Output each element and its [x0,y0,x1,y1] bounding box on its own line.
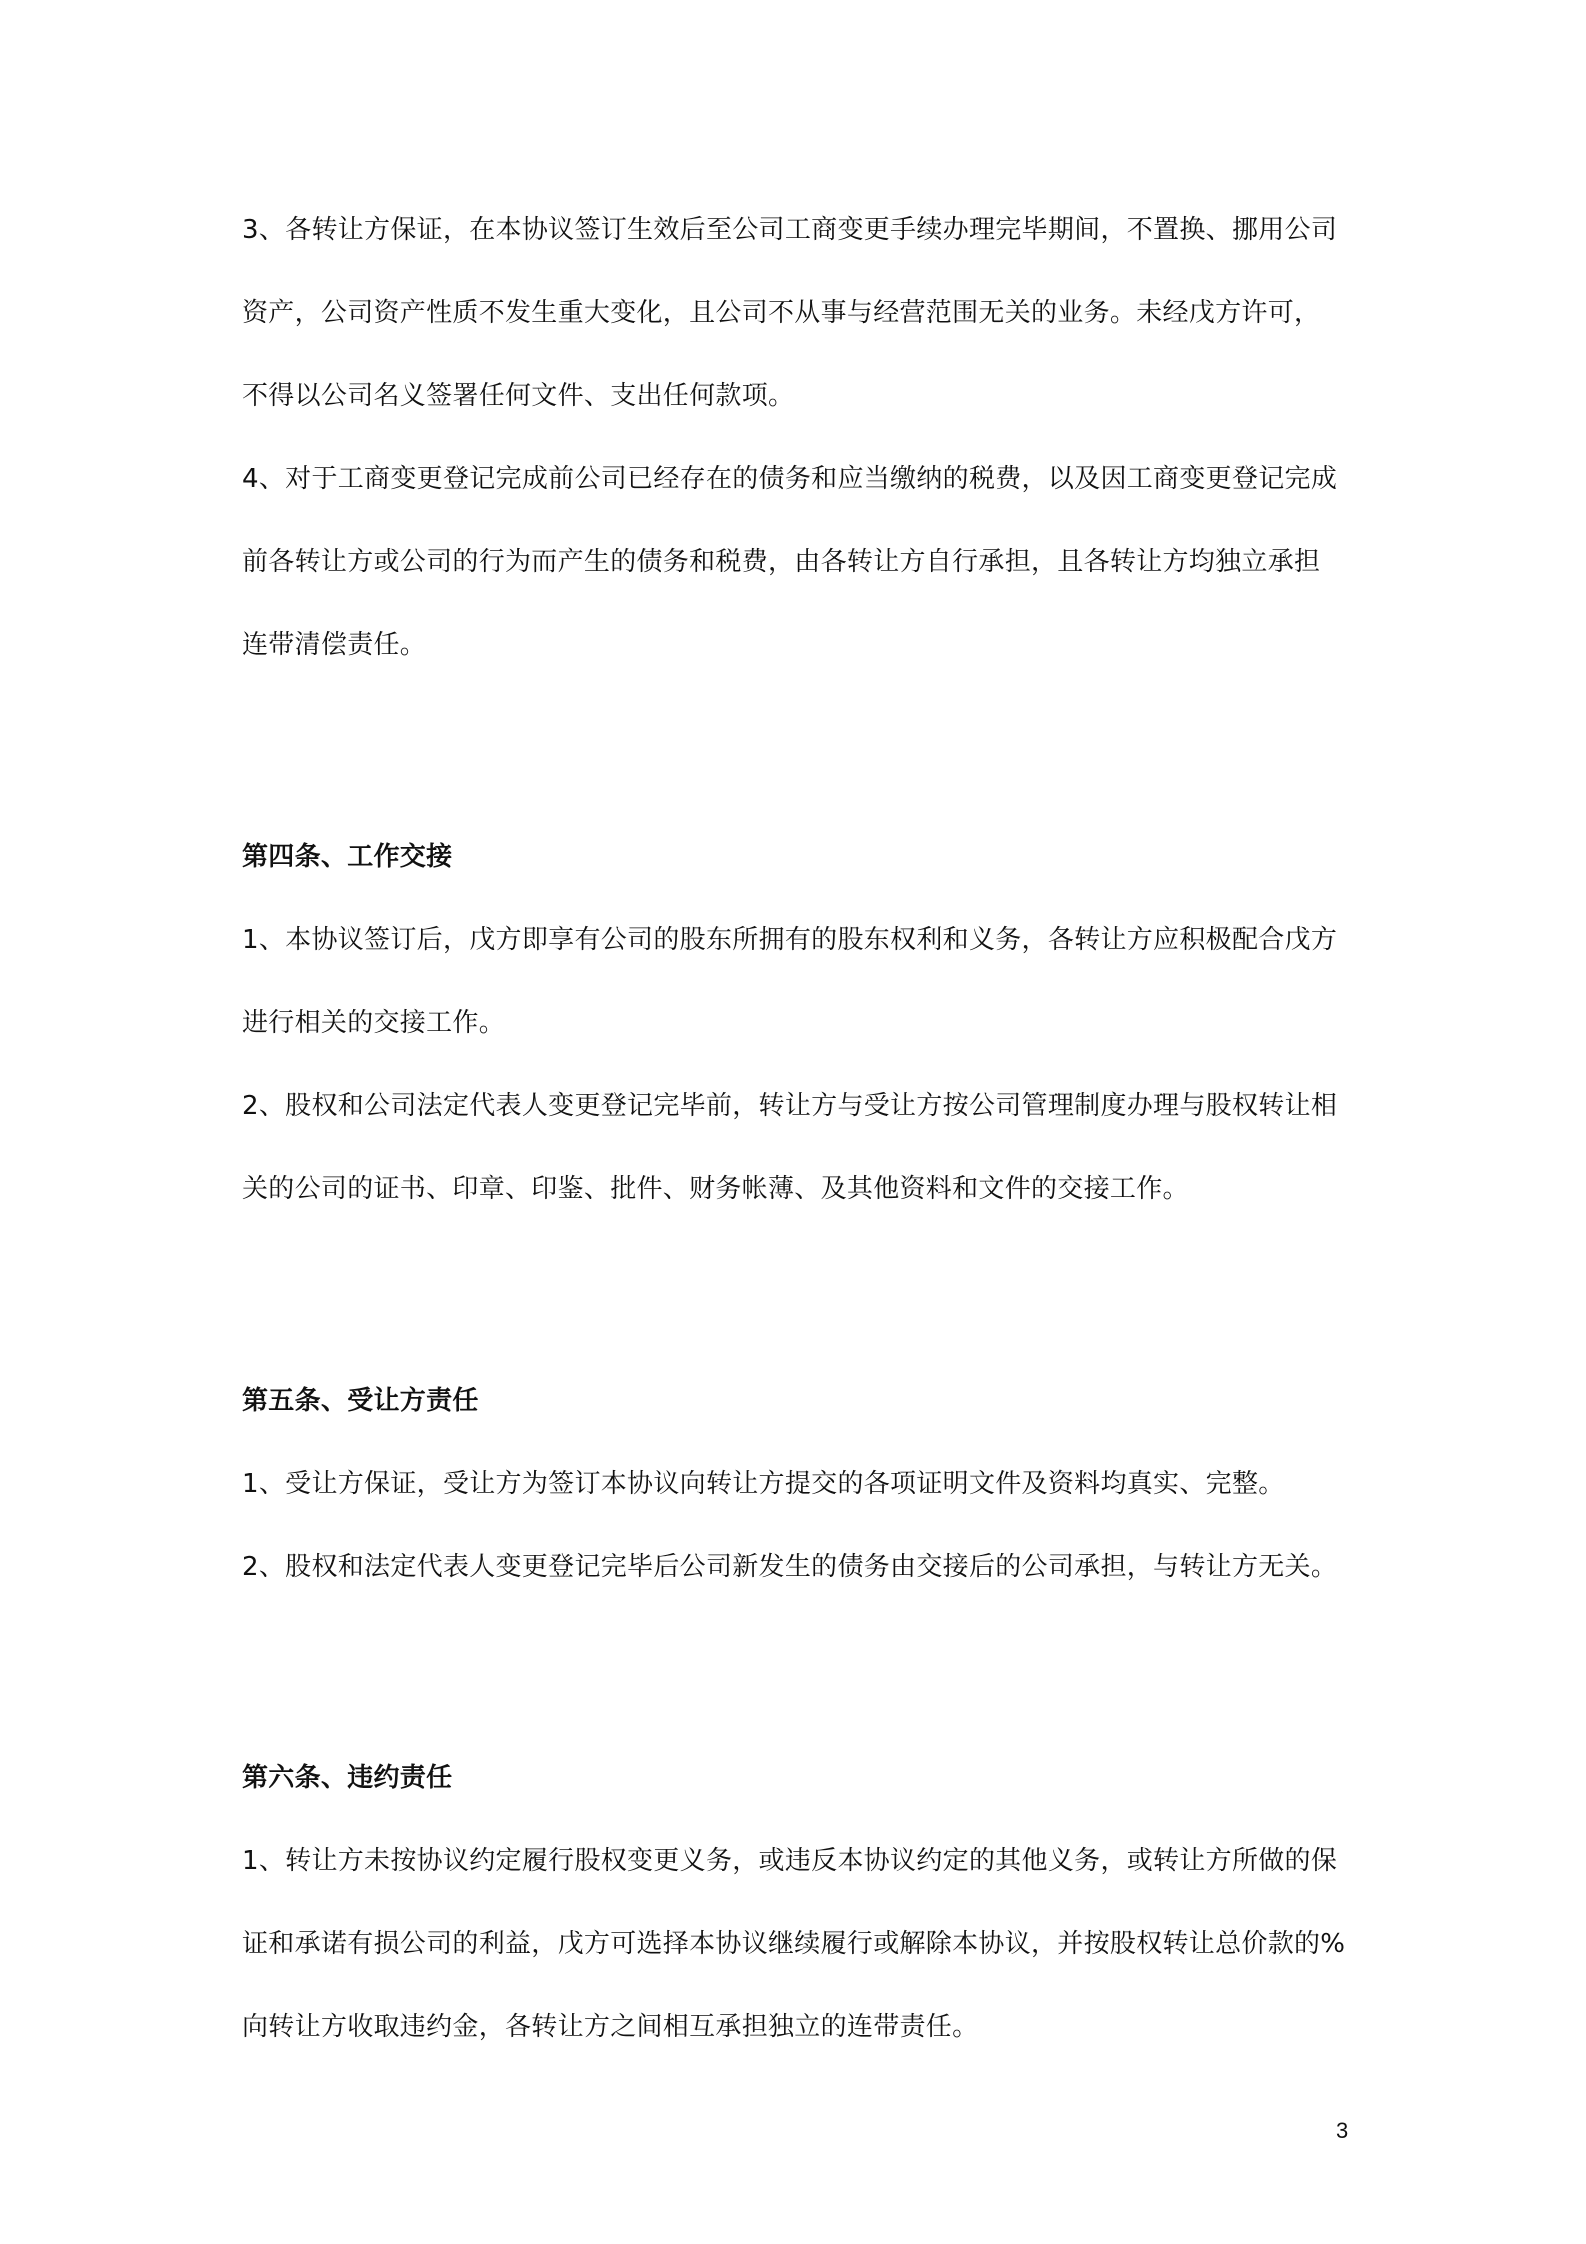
article6-item1-line1: 1、转让方未按协议约定履行股权变更义务，或违反本协议约定的其他义务，或转让方所做的保 [242,1846,1338,1876]
article4-item2-line1: 2、股权和公司法定代表人变更登记完毕前，转让方与受让方按公司管理制度办理与股权转让相 [242,1091,1338,1121]
article6-heading: 第六条、违约责任 [242,1763,453,1793]
article3-item3-line1: 3、各转让方保证，在本协议签订生效后至公司工商变更手续办理完毕期间，不置换、挪用公司 [242,215,1338,245]
article3-item4-line2: 前各转让方或公司的行为而产生的债务和税费，由各转让方自行承担，且各转让方均独立承担 [242,547,1321,577]
article6-item1-line3: 向转让方收取违约金，各转让方之间相互承担独立的连带责任。 [242,2012,979,2042]
article5-item2-line1: 2、股权和法定代表人变更登记完毕后公司新发生的债务由交接后的公司承担，与转让方无关。 [242,1552,1338,1582]
page-number: 3 [1336,2118,1349,2143]
article3-item4-line1: 4、对于工商变更登记完成前公司已经存在的债务和应当缴纳的税费，以及因工商变更登记完成 [242,464,1338,494]
article4-heading: 第四条、工作交接 [242,842,453,872]
article4-item2-line2: 关的公司的证书、印章、印鉴、批件、财务帐薄、及其他资料和文件的交接工作。 [242,1174,1189,1204]
article4-item1-line2: 进行相关的交接工作。 [242,1008,506,1038]
article3-item3-line3: 不得以公司名义签署任何文件、支出任何款项。 [242,381,795,411]
article5-item1-line1: 1、受让方保证，受让方为签订本协议向转让方提交的各项证明文件及资料均真实、完整。 [242,1469,1285,1499]
article3-item3-line2: 资产，公司资产性质不发生重大变化，且公司不从事与经营范围无关的业务。未经戊方许可， [242,298,1321,328]
article3-item4-line3: 连带清偿责任。 [242,630,427,660]
article6-item1-line2: 证和承诺有损公司的利益，戊方可选择本协议继续履行或解除本协议，并按股权转让总价款的% [242,1929,1346,1959]
article4-item1-line1: 1、本协议签订后，戊方即享有公司的股东所拥有的股东权利和义务，各转让方应积极配合戊方 [242,925,1338,955]
article5-heading: 第五条、受让方责任 [242,1386,479,1416]
